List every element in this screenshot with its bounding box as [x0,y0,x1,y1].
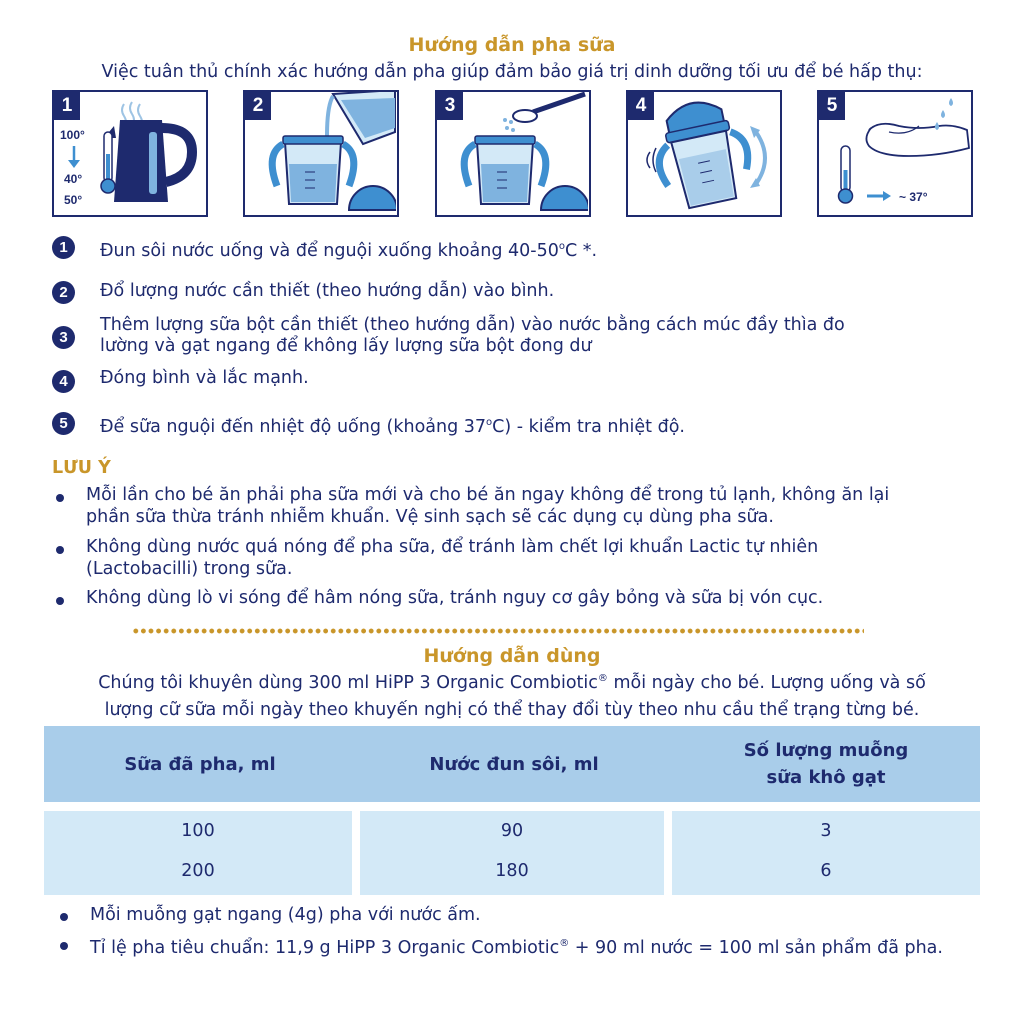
temp-label-40: 40° [64,172,83,186]
panel-1 [52,90,208,217]
table-cell: 3 [820,821,832,841]
bullet-dot [60,942,68,950]
panel-5 [817,90,973,217]
step-text: Thêm lượng sữa bột cần thiết (theo hướng dẫn) vào nước bằng cách múc đầy thìa đo lường và gạt ngang để không lấy lượng sữa bột đong dư [100,315,845,356]
table-header [44,726,980,802]
step-text: Đun sôi nước uống và để nguội xuống khoảng 40-50$^o$C *. [100,240,598,261]
step-number: 4 [52,370,75,393]
table-cell: 6 [820,861,832,881]
table-column-prepared-milk [44,811,352,895]
step-illustrations [52,90,976,218]
note-text: Mỗi lần cho bé ăn phải pha sữa mới và cho bé ăn ngay không để trong tủ lạnh, không ăn lại phần sữa thừa tránh nhiễm khuẩn. Vệ sinh sạch sẽ các dụng cụ dùng pha sữa. [86,485,890,527]
prep-intro: Việc tuân thủ chính xác hướng dẫn pha giúp đảm bảo giá trị dinh dưỡng tối ưu để bé hấp thụ: [101,62,923,82]
step-text: Để sữa nguội đến nhiệt độ uống (khoảng 37$^o$C) - kiểm tra nhiệt độ. [100,416,685,437]
panel-number: 5 [819,92,845,120]
usage-title: Hướng dẫn dùng [423,645,601,667]
panel-number: 2 [245,92,271,120]
step-number: 5 [52,412,75,435]
prep-title: Hướng dẫn pha sữa [408,34,616,56]
temp-label-100: 100° [60,128,85,142]
temp-label-37: ~ 37° [899,190,928,204]
footnote-text: Tỉ lệ pha tiêu chuẩn: 11,9 g HiPP 3 Organic Combiotic® + 90 ml nước = 100 ml sản phẩm đã pha. [90,937,943,958]
header-boiled-water: Nước đun sôi, ml [429,753,599,775]
bullet-dot [56,546,64,554]
note-text: Không dùng nước quá nóng để pha sữa, để tránh làm chết lợi khuẩn Lactic tự nhiên (Lactobacilli) trong sữa. [86,537,819,579]
panel-number: 3 [437,92,463,120]
table-cell: 180 [495,861,529,881]
bullet-dot [56,494,64,502]
panel-4 [626,90,782,217]
step-number: 3 [52,326,75,349]
header-prepared-milk: Sữa đã pha, ml [124,753,276,775]
notes-title: LƯU Ý [52,458,111,478]
note-text: Không dùng lò vi sóng để hâm nóng sữa, tránh nguy cơ gây bỏng và sữa bị vón cục. [86,588,824,608]
step-text: Đổ lượng nước cần thiết (theo hướng dẫn) vào bình. [100,281,555,301]
panel-number: 1 [54,92,80,120]
dotted-divider [132,628,864,634]
panel-3 [435,90,591,217]
table-cell: 200 [181,861,215,881]
footnote-text: Mỗi muỗng gạt ngang (4g) pha với nước ấm. [90,905,481,925]
table-cell: 90 [500,821,524,841]
panel-2 [243,90,399,217]
table-cell: 100 [181,821,215,841]
temp-label-50: 50° [64,193,83,207]
bullet-dot [60,913,68,921]
step-text: Đóng bình và lắc mạnh. [100,368,309,388]
step-number: 1 [52,236,75,259]
bullet-dot [56,597,64,605]
usage-intro-line2: lượng cữ sữa mỗi ngày theo khuyến nghị có thể thay đổi tùy theo nhu cầu thể trạng từng bé. [104,700,920,720]
table-column-scoops [672,811,980,895]
panel-number: 4 [628,92,654,120]
usage-intro-line1: Chúng tôi khuyên dùng 300 ml HiPP 3 Organic Combiotic® mỗi ngày cho bé. Lượng uống và số [98,673,926,693]
table-column-boiled-water [360,811,664,895]
step-number: 2 [52,281,75,304]
header-scoops: Số lượng muỗng sữa khô gạt [743,740,909,788]
